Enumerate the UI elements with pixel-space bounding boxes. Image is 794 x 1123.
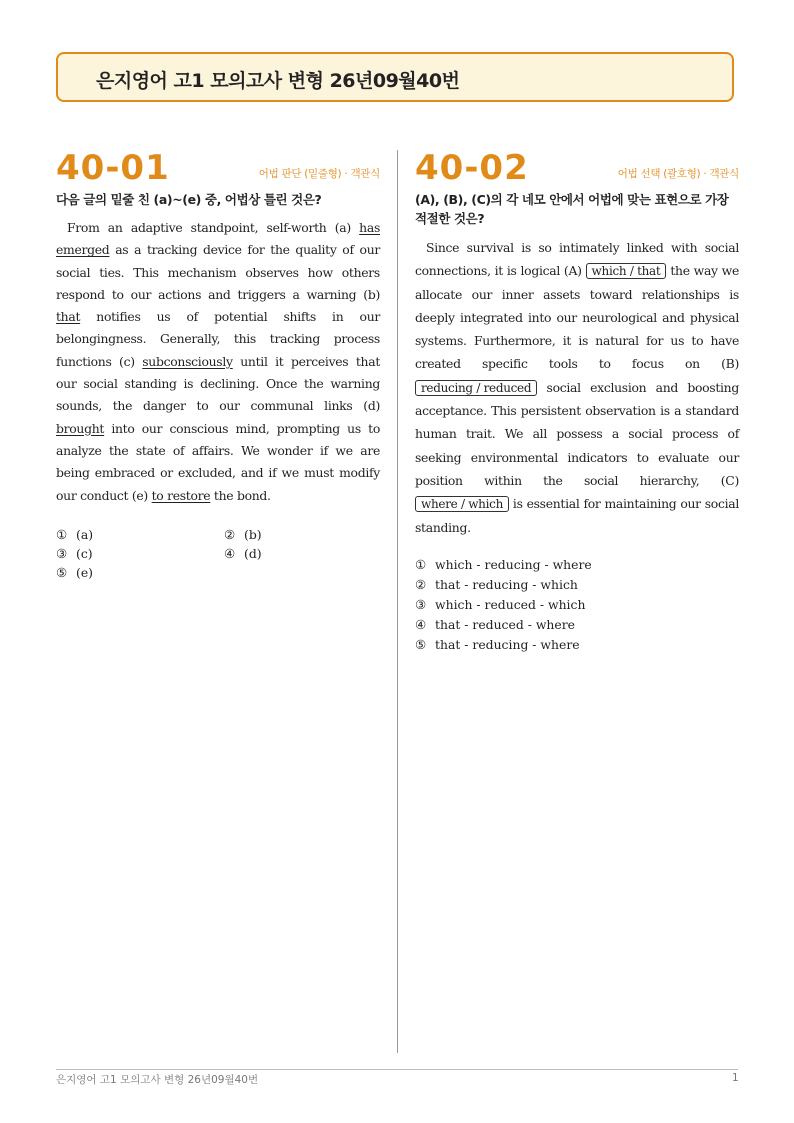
page-number: 1 [732,1072,739,1084]
answer-choices [56,527,380,580]
question-number: 40-01 [56,148,170,188]
underlined-e: to restore [151,487,211,503]
question-type: 어법 판단 (밑줄형) · 객관식 [258,168,380,180]
underlined-d: brought [56,420,105,436]
choice-4[interactable]: ④ (d) [224,545,262,561]
choice-1[interactable]: ① (a) [56,526,94,542]
footer-title: 은지영어 고1 모의고사 변형 26년09월40번 [56,1074,259,1086]
question-40-01 [56,150,380,580]
passage-text: into our conscious mind, prompting us to analyze the state of affairs. We wonder if we are being embraced or excluded, and if we must modify our conduct (e) [56,420,380,503]
question-prompt: (A), (B), (C)의 각 네모 안에서 어법에 맞는 표현으로 가장 적절한 것은? [415,192,729,226]
question-header [56,150,380,186]
passage-text: From an adaptive standpoint, self-worth (a) [67,220,360,235]
answer-choices [415,555,739,655]
question-prompt: 다음 글의 밑줄 친 (a)~(e) 중, 어법상 틀린 것은? [56,192,322,207]
underlined-b: that [56,309,81,325]
underlined-a: has emerged [56,220,380,258]
choice-4[interactable]: ④ that - reduced - where [415,616,575,632]
passage-text: until it perceives that our social standing is declining. Once the warning sounds, the danger to our communal links (d) [56,353,380,414]
passage-text: as a tracking device for the quality of our social ties. This mechanism observes how others respond to our actions and triggers a warning (b) [56,242,380,302]
option-box-a: which / that [586,263,667,279]
option-box-c: where / which [415,496,509,512]
choice-5[interactable]: ⑤ (e) [56,564,94,580]
passage [415,236,739,539]
choice-3[interactable]: ③ which - reduced - which [415,596,586,612]
footer-divider [56,1069,738,1070]
passage-text: social exclusion and boosting acceptance. This persistent observation is a standard human trait. We all possess a social process of seeking environmental indicators to evaluate our position within the social hierarchy, (C) [415,379,739,488]
choice-1[interactable]: ① which - reducing - where [415,556,592,572]
passage-text: the way we allocate our inner assets toward relationships is deeply integrated into our neurological and physical systems. Furthermore, it is natural for us to have created specific tools to focus on (B) [415,263,739,372]
question-header [415,150,739,186]
underlined-c: subconsciously [142,353,233,369]
passage-text: the bond. [210,487,271,503]
page-title: 은지영어 고1 모의고사 변형 26년09월40번 [96,70,460,92]
option-box-b: reducing / reduced [415,380,537,396]
column-divider [397,150,398,1053]
header-title-box [56,52,734,102]
choice-3[interactable]: ③ (c) [56,545,93,561]
passage-text: is essential for maintaining our social standing. [415,496,739,535]
passage [56,217,380,507]
passage-text: Since survival is so intimately linked with social connections, it is logical (A) [415,240,739,279]
choice-5[interactable]: ⑤ that - reducing - where [415,636,580,652]
question-40-02 [415,150,739,655]
choice-2[interactable]: ② (b) [224,526,262,542]
question-type: 어법 선택 (괄호형) · 객관식 [617,168,739,180]
passage-text: notifies us of potential shifts in our belongingness. Generally, this tracking process functions (c) [56,309,380,369]
question-number: 40-02 [415,148,529,188]
choice-2[interactable]: ② that - reducing - which [415,576,578,592]
